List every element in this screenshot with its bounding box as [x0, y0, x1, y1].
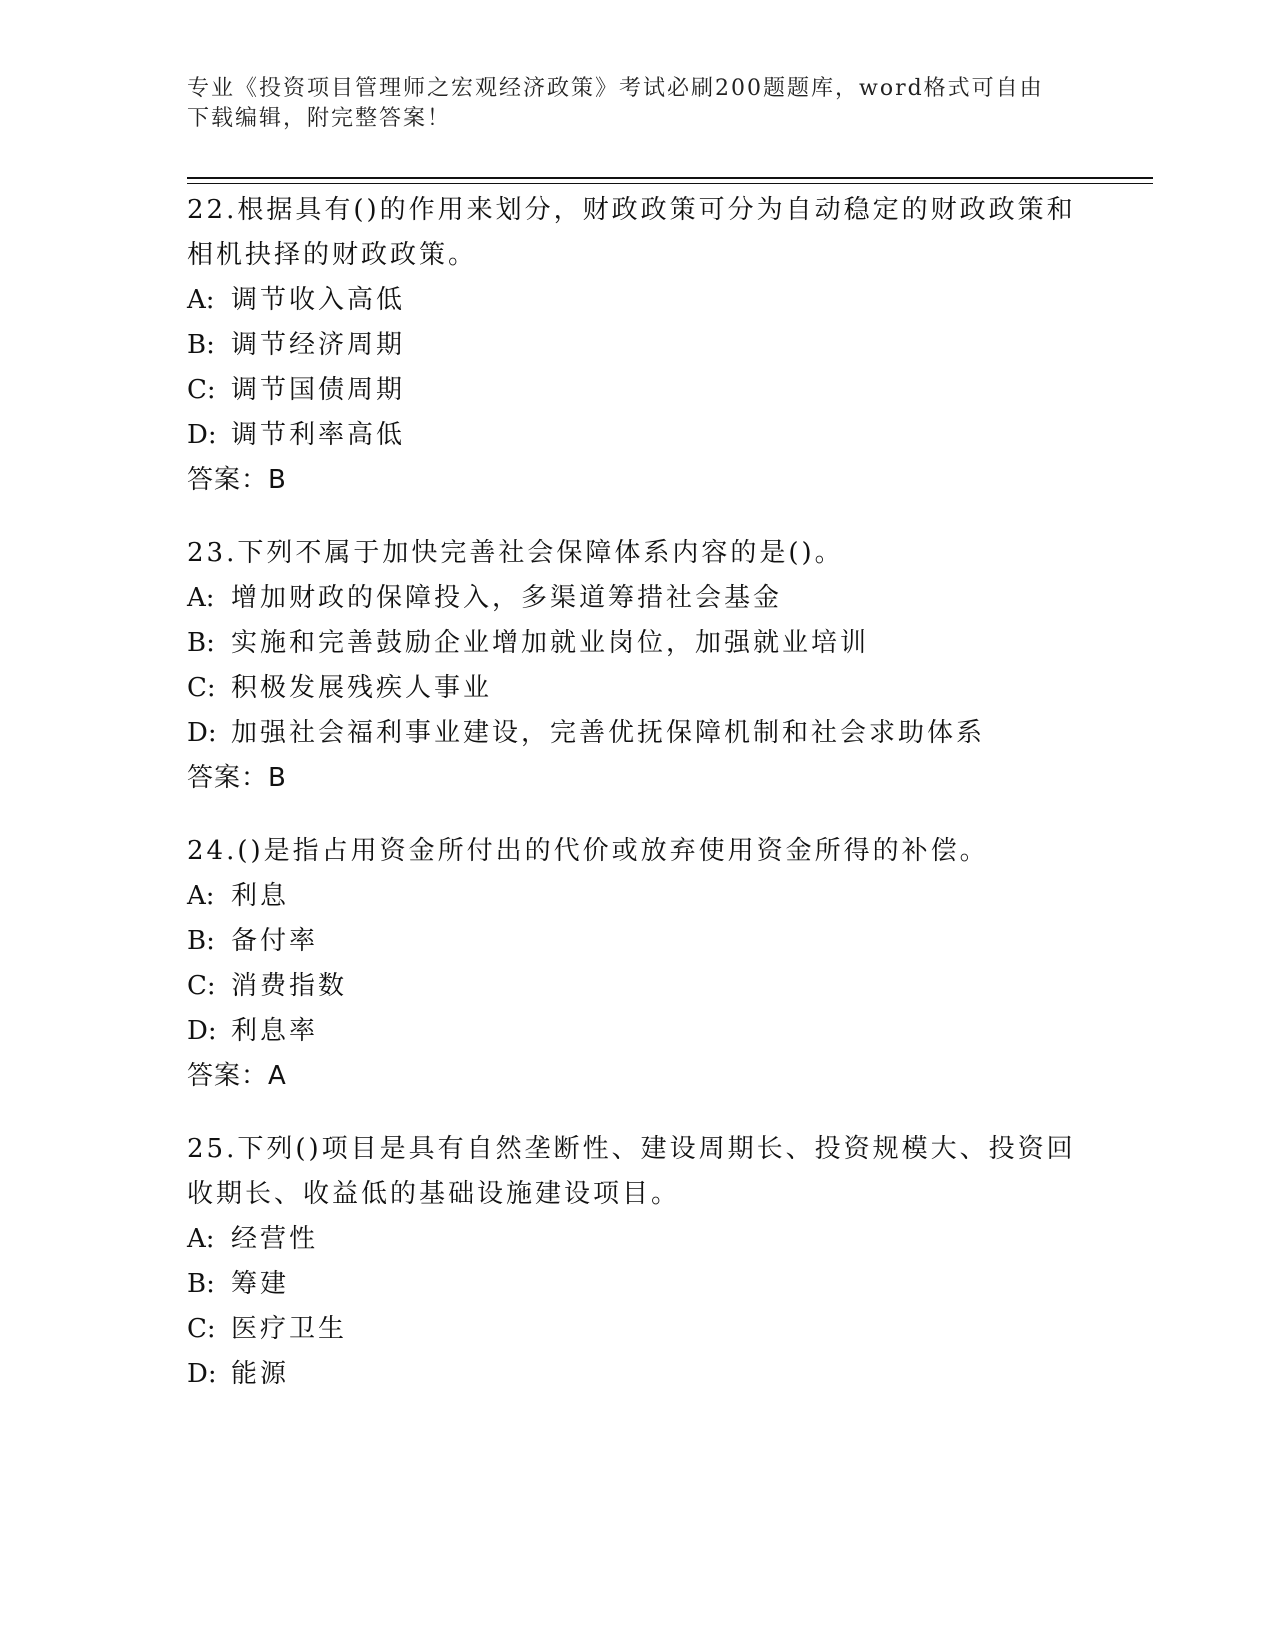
header-rule-thick [187, 177, 1153, 179]
option-b [187, 919, 1087, 964]
option-d [187, 1352, 1087, 1397]
option-text: 利息 [231, 881, 290, 911]
document-header: 专业《投资项目管理师之宏观经济政策》考试必刷200题题库，word格式可自由下载编辑，附完整答案！ [187, 76, 1044, 131]
option-d [187, 711, 1087, 756]
answer-line: 答案：A [187, 1061, 287, 1091]
option-letter: B: [187, 330, 215, 360]
option-letter: A: [187, 285, 215, 315]
option-letter: D: [187, 1359, 217, 1389]
option-b [187, 323, 1087, 368]
option-b [187, 621, 1087, 666]
question-stem: 24.()是指占用资金所付出的代价或放弃使用资金所得的补偿。 [187, 836, 989, 866]
question-stem: 22.根据具有()的作用来划分，财政政策可分为自动稳定的财政政策和相机抉择的财政政策。 [187, 195, 1076, 270]
option-a [187, 278, 1087, 323]
option-text: 能源 [231, 1359, 290, 1389]
option-letter: A: [187, 1224, 215, 1254]
option-text: 调节收入高低 [231, 285, 406, 315]
option-text: 备付率 [231, 926, 319, 956]
option-text: 利息率 [231, 1016, 319, 1046]
answer-line: 答案：B [187, 465, 287, 495]
option-text: 医疗卫生 [231, 1314, 348, 1344]
option-text: 实施和完善鼓励企业增加就业岗位，加强就业培训 [231, 628, 870, 658]
option-text: 筹建 [231, 1269, 290, 1299]
header-rule-thin [187, 183, 1153, 184]
option-letter: B: [187, 926, 215, 956]
option-text: 加强社会福利事业建设，完善优抚保障机制和社会求助体系 [231, 718, 986, 748]
option-text: 积极发展残疾人事业 [231, 673, 493, 703]
question-23 [187, 531, 1087, 801]
option-c [187, 964, 1087, 1009]
answer-line: 答案：B [187, 763, 287, 793]
option-text: 消费指数 [231, 971, 348, 1001]
option-letter: A: [187, 583, 215, 613]
question-list [187, 188, 1087, 1425]
option-letter: D: [187, 718, 217, 748]
option-d [187, 1009, 1087, 1054]
option-letter: A: [187, 881, 215, 911]
option-d [187, 413, 1087, 458]
option-letter: B: [187, 1269, 215, 1299]
option-c [187, 368, 1087, 413]
option-text: 经营性 [231, 1224, 319, 1254]
question-24 [187, 829, 1087, 1099]
option-text: 调节国债周期 [231, 375, 406, 405]
question-25 [187, 1127, 1087, 1397]
option-a [187, 874, 1087, 919]
option-b [187, 1262, 1087, 1307]
option-text: 调节利率高低 [231, 420, 406, 450]
option-letter: D: [187, 420, 217, 450]
option-c [187, 666, 1087, 711]
option-letter: C: [187, 375, 216, 405]
option-a [187, 1217, 1087, 1262]
option-a [187, 576, 1087, 621]
option-c [187, 1307, 1087, 1352]
question-22 [187, 188, 1087, 503]
option-letter: B: [187, 628, 215, 658]
option-letter: C: [187, 1314, 216, 1344]
option-text: 增加财政的保障投入，多渠道筹措社会基金 [231, 583, 783, 613]
question-stem: 25.下列()项目是具有自然垄断性、建设周期长、投资规模大、投资回收期长、收益低的基础设施建设项目。 [187, 1134, 1076, 1209]
option-letter: C: [187, 673, 216, 703]
question-stem: 23.下列不属于加快完善社会保障体系内容的是()。 [187, 538, 844, 568]
option-text: 调节经济周期 [231, 330, 406, 360]
option-letter: C: [187, 971, 216, 1001]
option-letter: D: [187, 1016, 217, 1046]
